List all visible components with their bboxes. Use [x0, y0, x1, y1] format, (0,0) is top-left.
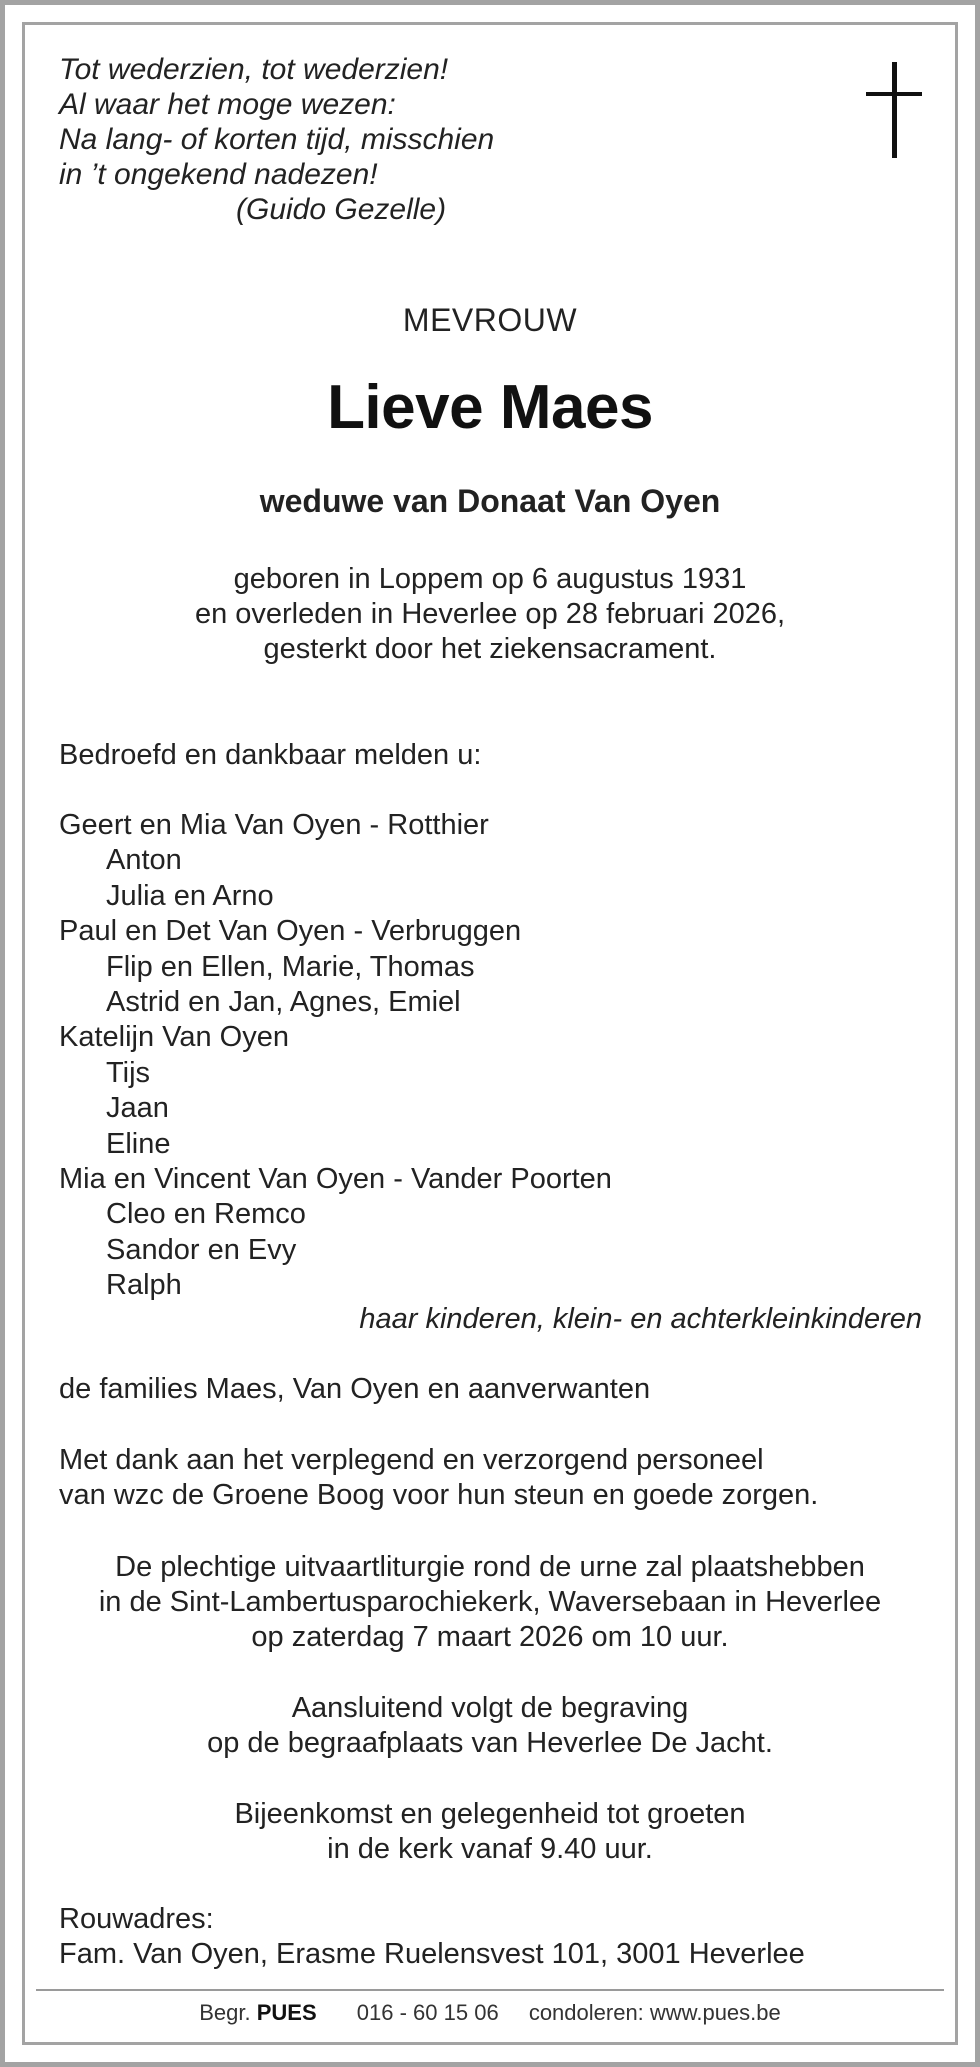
life-line: gesterkt door het ziekensacrament.: [263, 633, 717, 665]
thanks-line: van wzc de Groene Boog voor hun steun en goede zorgen.: [59, 1479, 819, 1511]
burial-info: [0, 1691, 980, 1761]
grandchild-line: Flip en Ellen, Marie, Thomas: [106, 950, 475, 983]
address-label: Rouwadres:: [59, 1903, 214, 1935]
poem-line: Al waar het moge wezen:: [59, 88, 396, 121]
liturgy-line: op zaterdag 7 maart 2026 om 10 uur.: [251, 1621, 729, 1653]
grandchild-line: Sandor en Evy: [106, 1233, 297, 1266]
liturgy-line: De plechtige uitvaartliturgie rond de urne zal plaatshebben: [115, 1551, 865, 1583]
thanks-note: [59, 1443, 818, 1513]
thanks-line: Met dank aan het verplegend en verzorgend personeel: [59, 1444, 764, 1476]
grandchild-line: Cleo en Remco: [106, 1198, 306, 1231]
poem-line: in ’t ongekend nadezen!: [59, 158, 378, 191]
funeral-home-phone: 016 - 60 15 06: [356, 2000, 499, 2025]
grandchild-line: Tijs: [106, 1056, 151, 1089]
burial-line: op de begraafplaats van Heverlee De Jacht.: [207, 1727, 773, 1759]
family-line: Mia en Vincent Van Oyen - Vander Poorten: [59, 1163, 612, 1196]
condolences-link[interactable]: condoleren: www.pues.be: [528, 2000, 781, 2025]
burial-line: Aansluitend volgt de begraving: [291, 1692, 689, 1724]
life-line: geboren in Loppem op 6 augustus 1931: [233, 563, 747, 595]
funeral-liturgy: [0, 1550, 980, 1655]
grandchild-line: Astrid en Jan, Agnes, Emiel: [106, 986, 461, 1019]
family-list: [59, 808, 612, 1304]
family-line: Paul en Det Van Oyen - Verbruggen: [59, 915, 522, 948]
deceased-name: Lieve Maes: [327, 373, 653, 442]
extended-families: de families Maes, Van Oyen en aanverwanten: [59, 1373, 651, 1405]
life-details: [0, 562, 980, 667]
grandchild-line: Eline: [106, 1127, 171, 1160]
poem-line: Tot wederzien, tot wederzien!: [59, 53, 449, 86]
mourning-address: [59, 1902, 805, 1972]
grandchild-line: Julia en Arno: [106, 879, 274, 912]
family-line: Katelijn Van Oyen: [59, 1021, 289, 1054]
grandchild-line: Ralph: [106, 1269, 182, 1302]
cross-vertical-bar: [892, 62, 897, 158]
honorific-title: MEVROUW: [402, 302, 578, 338]
family-line: Geert en Mia Van Oyen - Rotthier: [59, 809, 489, 841]
cross-icon: [866, 62, 922, 158]
poem-author: (Guido Gezelle): [236, 193, 447, 226]
liturgy-line: in de Sint-Lambertusparochiekerk, Waversebaan in Heverlee: [98, 1586, 882, 1618]
announcement-intro: Bedroefd en dankbaar melden u:: [59, 739, 482, 771]
cross-horizontal-bar: [866, 92, 922, 96]
life-line: en overleden in Heverlee op 28 februari 2026,: [194, 598, 786, 630]
footer-divider: [36, 1989, 944, 1991]
footer: [0, 2000, 980, 2026]
address-value: Fam. Van Oyen, Erasme Ruelensvest 101, 3001 Heverlee: [59, 1938, 805, 1970]
poem-line: Na lang- of korten tijd, misschien: [59, 123, 495, 156]
gathering-line: in de kerk vanaf 9.40 uur.: [327, 1833, 653, 1865]
poem: [59, 52, 494, 227]
grandchild-line: Anton: [106, 844, 182, 877]
funeral-home-brand: PUES: [256, 2000, 317, 2025]
grandchild-line: Jaan: [106, 1092, 169, 1125]
gathering-line: Bijeenkomst en gelegenheid tot groeten: [234, 1798, 746, 1830]
widow-of: weduwe van Donaat Van Oyen: [259, 483, 721, 519]
gathering-info: [0, 1797, 980, 1867]
family-signature: haar kinderen, klein- en achterkleinkinderen: [359, 1303, 922, 1335]
funeral-home-prefix: Begr.: [199, 2000, 251, 2025]
